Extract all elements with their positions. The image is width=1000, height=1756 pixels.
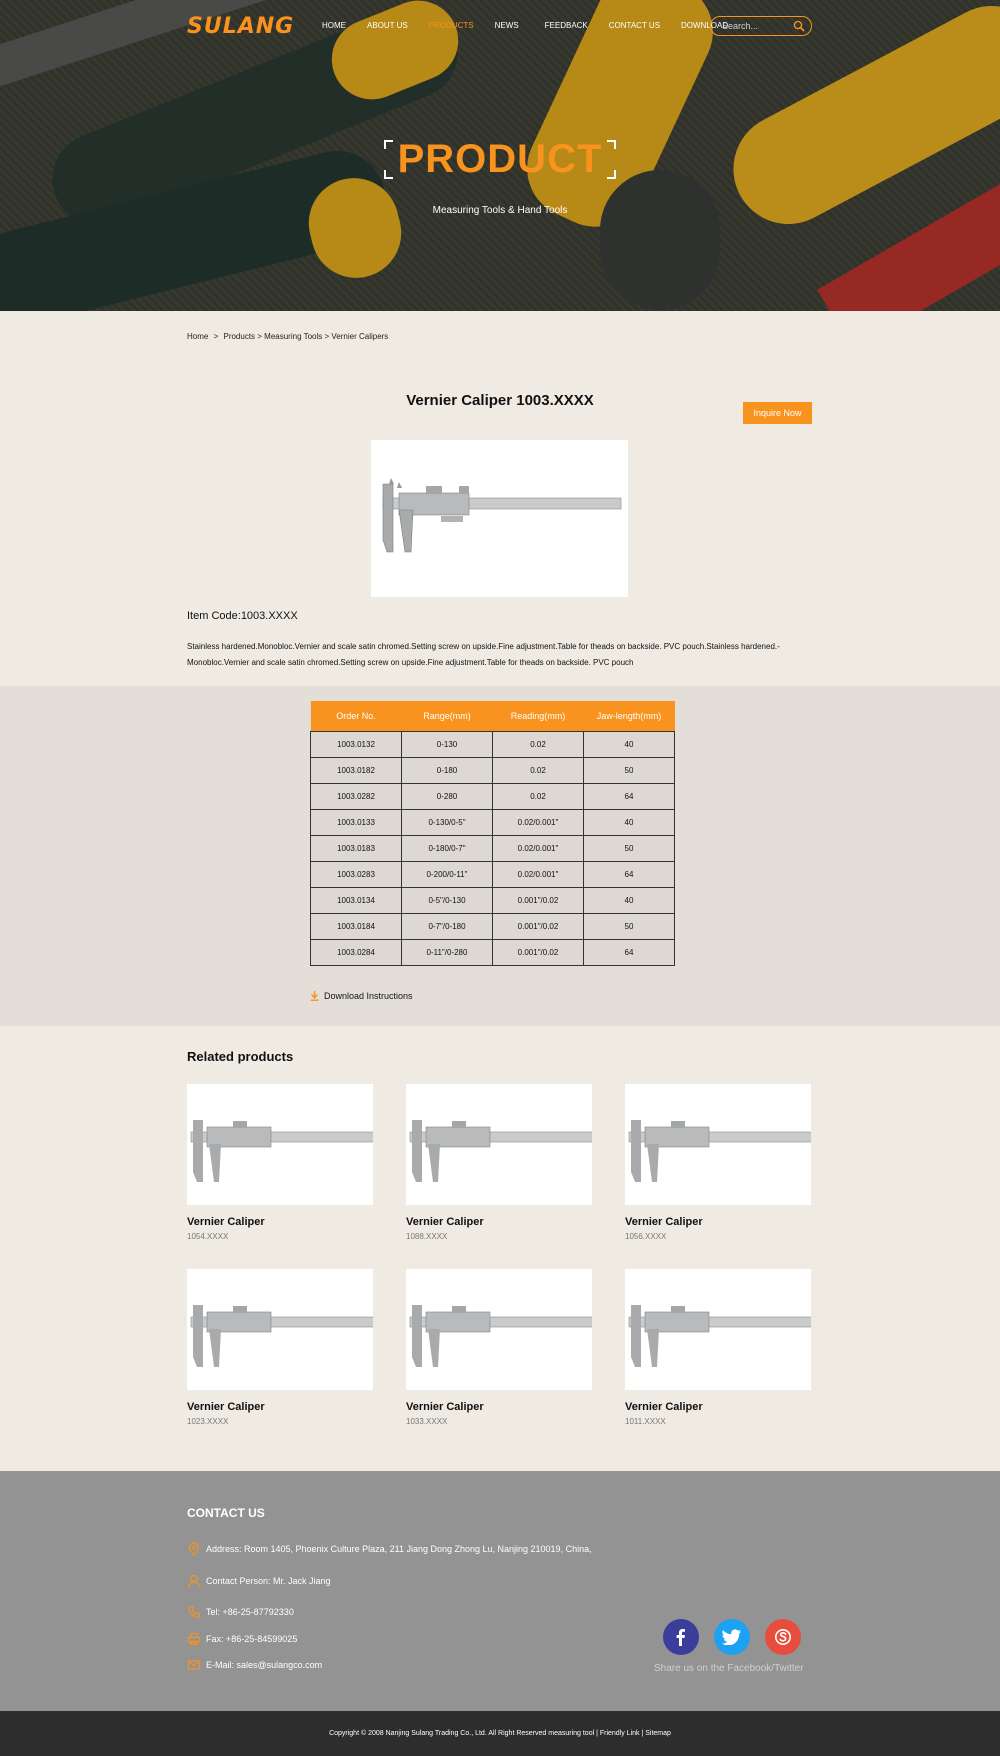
related-product-card[interactable] (187, 1269, 373, 1426)
nav-news[interactable]: NEWS (494, 21, 519, 30)
table-cell: 0.02/0.001" (493, 809, 584, 835)
table-cell: 0.02/0.001" (493, 861, 584, 887)
download-label: Download Instructions (324, 991, 413, 1001)
table-cell: 0-130/0-5" (402, 809, 493, 835)
twitter-icon (722, 1629, 742, 1645)
contact-title: CONTACT US (187, 1506, 265, 1520)
skype-button[interactable] (765, 1619, 801, 1655)
table-cell: 0-5"/0-130 (402, 887, 493, 913)
facebook-icon (673, 1628, 689, 1646)
email-text[interactable]: E-Mail: sales@sulangco.com (206, 1660, 323, 1670)
search-box (710, 16, 812, 36)
table-cell: 40 (584, 809, 675, 835)
top-nav (0, 0, 1000, 52)
table-cell: 1003.0132 (311, 731, 402, 757)
table-cell: 0-130 (402, 731, 493, 757)
hero-banner (0, 0, 1000, 311)
related-product-image[interactable] (625, 1269, 811, 1390)
twitter-button[interactable] (714, 1619, 750, 1655)
product-image (371, 440, 628, 597)
related-product-name[interactable]: Vernier Caliper (406, 1216, 484, 1228)
table-cell: 0.001"/0.02 (493, 887, 584, 913)
contact-fax (187, 1632, 297, 1646)
table-cell: 1003.0182 (311, 757, 402, 783)
table-cell: 64 (584, 861, 675, 887)
related-product-card[interactable] (406, 1084, 592, 1241)
caliper-image (406, 1269, 592, 1390)
bracket-decoration (384, 140, 393, 149)
table-row (311, 783, 675, 809)
caliper-image (371, 440, 628, 597)
fax-text: Fax: +86-25-84599025 (206, 1634, 298, 1644)
table-row (311, 939, 675, 965)
location-pin-icon (187, 1542, 201, 1556)
contact-tel (187, 1605, 294, 1619)
caliper-image (187, 1269, 373, 1390)
contact-email (187, 1658, 322, 1672)
related-product-image[interactable] (406, 1084, 592, 1205)
table-cell: 1003.0134 (311, 887, 402, 913)
copyright-text: Copyright © 2008 Nanjing Sulang Trading Co., Ltd. All Right Reserved measuring tool | Friendly Link | Sitemap (329, 1730, 671, 1737)
bracket-decoration (384, 170, 393, 179)
table-cell: 50 (584, 835, 675, 861)
product-description: Stainless hardened.Monobloc.Vernier and scale satin chromed.Setting screw on upside.Fine adjustment.Table for theads on backside. PVC pouch.Stainless hardened.-Monobloc.Vernier and scale satin chromed.Setting screw on upside.Fine adjustment.Table for theads on backside. PVC pouch (187, 642, 780, 667)
table-cell: 0.02/0.001" (493, 835, 584, 861)
logo[interactable]: SULANG (187, 14, 295, 39)
breadcrumb (187, 332, 391, 341)
contact-person (187, 1574, 331, 1588)
table-row (311, 913, 675, 939)
caliper-image (406, 1084, 592, 1205)
main-menu (322, 21, 749, 30)
table-cell: 1003.0282 (311, 783, 402, 809)
table-cell: 1003.0183 (311, 835, 402, 861)
table-cell: 1003.0283 (311, 861, 402, 887)
related-product-image[interactable] (187, 1269, 373, 1390)
col-jaw-length: Jaw-length(mm) (584, 701, 675, 731)
table-row (311, 835, 675, 861)
table-cell: 50 (584, 913, 675, 939)
related-product-name[interactable]: Vernier Caliper (187, 1216, 265, 1228)
nav-contact-us[interactable]: CONTACT US (608, 21, 661, 30)
table-row (311, 757, 675, 783)
related-product-code: 1033.XXXX (406, 1417, 448, 1426)
table-cell: 0.02 (493, 757, 584, 783)
table-cell: 0.02 (493, 783, 584, 809)
download-icon (310, 991, 319, 1001)
table-cell: 0-200/0-11" (402, 861, 493, 887)
related-product-image[interactable] (187, 1084, 373, 1205)
contact-address (187, 1542, 592, 1556)
table-cell: 0.001"/0.02 (493, 939, 584, 965)
caliper-image (625, 1269, 811, 1390)
facebook-button[interactable] (663, 1619, 699, 1655)
search-icon[interactable] (793, 20, 805, 32)
related-product-code: 1056.XXXX (625, 1232, 667, 1241)
caliper-image (625, 1084, 811, 1205)
table-cell: 0.001"/0.02 (493, 913, 584, 939)
breadcrumb-separator: > (213, 332, 219, 341)
address-text: Address: Room 1405, Phoenix Culture Plaza, 211 Jiang Dong Zhong Lu, Nanjing 210019, China, (206, 1544, 592, 1554)
table-cell: 0-180 (402, 757, 493, 783)
table-cell: 1003.0184 (311, 913, 402, 939)
phone-icon (187, 1605, 201, 1619)
table-cell: 0-11"/0-280 (402, 939, 493, 965)
item-code (187, 610, 298, 622)
tel-text: Tel: +86-25-87792330 (206, 1607, 294, 1617)
table-cell: 0-7"/0-180 (402, 913, 493, 939)
table-row (311, 809, 675, 835)
related-product-name[interactable]: Vernier Caliper (187, 1401, 265, 1413)
col-order-no: Order No. (311, 701, 402, 731)
related-product-code: 1023.XXXX (187, 1417, 229, 1426)
search-input[interactable] (722, 20, 792, 32)
table-cell: 1003.0133 (311, 809, 402, 835)
related-product-code: 1054.XXXX (187, 1232, 229, 1241)
breadcrumb-path[interactable]: Products > Measuring Tools > Vernier Calipers (223, 332, 389, 341)
bracket-decoration (607, 170, 616, 179)
spec-table (310, 701, 675, 966)
table-cell: 64 (584, 783, 675, 809)
col-range: Range(mm) (402, 701, 493, 731)
spec-table-header (311, 701, 675, 731)
table-cell: 50 (584, 757, 675, 783)
table-cell: 64 (584, 939, 675, 965)
share-text: Share us on the Facebook/Twitter (654, 1663, 804, 1674)
table-cell: 0.02 (493, 731, 584, 757)
envelope-icon (187, 1658, 201, 1672)
related-product-card[interactable] (187, 1084, 373, 1241)
related-product-code: 1088.XXXX (406, 1232, 448, 1241)
hero-title: PRODUCT (397, 137, 603, 181)
person-icon (187, 1574, 201, 1588)
related-product-card[interactable] (625, 1084, 811, 1241)
fax-icon (187, 1632, 201, 1646)
related-product-name[interactable]: Vernier Caliper (625, 1401, 703, 1413)
table-row (311, 861, 675, 887)
table-cell: 0-180/0-7" (402, 835, 493, 861)
nav-feedback[interactable]: FEEDBACK (544, 21, 588, 30)
related-product-image[interactable] (625, 1084, 811, 1205)
nav-products[interactable]: PRODUCTS (428, 21, 474, 30)
table-cell: 1003.0284 (311, 939, 402, 965)
related-product-card[interactable] (406, 1269, 592, 1426)
inquire-now-button[interactable]: Inquire Now (743, 402, 812, 424)
item-code-value: 1003.XXXX (240, 610, 298, 622)
product-title: Vernier Caliper 1003.XXXX (406, 392, 594, 409)
related-product-image[interactable] (406, 1269, 592, 1390)
nav-about-us[interactable]: ABOUT US (367, 21, 408, 30)
related-product-code: 1011.XXXX (625, 1417, 666, 1426)
related-product-card[interactable] (625, 1269, 811, 1426)
contact-person-text: Contact Person: Mr. Jack Jiang (206, 1576, 331, 1586)
nav-home[interactable]: HOME (322, 21, 346, 30)
breadcrumb-home[interactable]: Home (187, 332, 209, 341)
related-products-title: Related products (187, 1049, 294, 1064)
table-cell: 40 (584, 887, 675, 913)
related-product-name[interactable]: Vernier Caliper (406, 1401, 484, 1413)
nav-download[interactable]: DOWNLOAD (681, 21, 729, 30)
hero-subtitle: Measuring Tools & Hand Tools (432, 205, 568, 216)
hero-title-box (384, 137, 616, 181)
caliper-image (187, 1084, 373, 1205)
skype-icon (774, 1628, 792, 1646)
table-cell: 0-280 (402, 783, 493, 809)
table-row (311, 731, 675, 757)
footer (0, 1471, 1000, 1711)
bracket-decoration (607, 140, 616, 149)
item-code-label: Item Code: (187, 610, 241, 622)
col-reading: Reading(mm) (493, 701, 584, 731)
table-cell: 40 (584, 731, 675, 757)
table-row (311, 887, 675, 913)
related-product-name[interactable]: Vernier Caliper (625, 1216, 703, 1228)
download-instructions-link[interactable] (310, 991, 413, 1001)
